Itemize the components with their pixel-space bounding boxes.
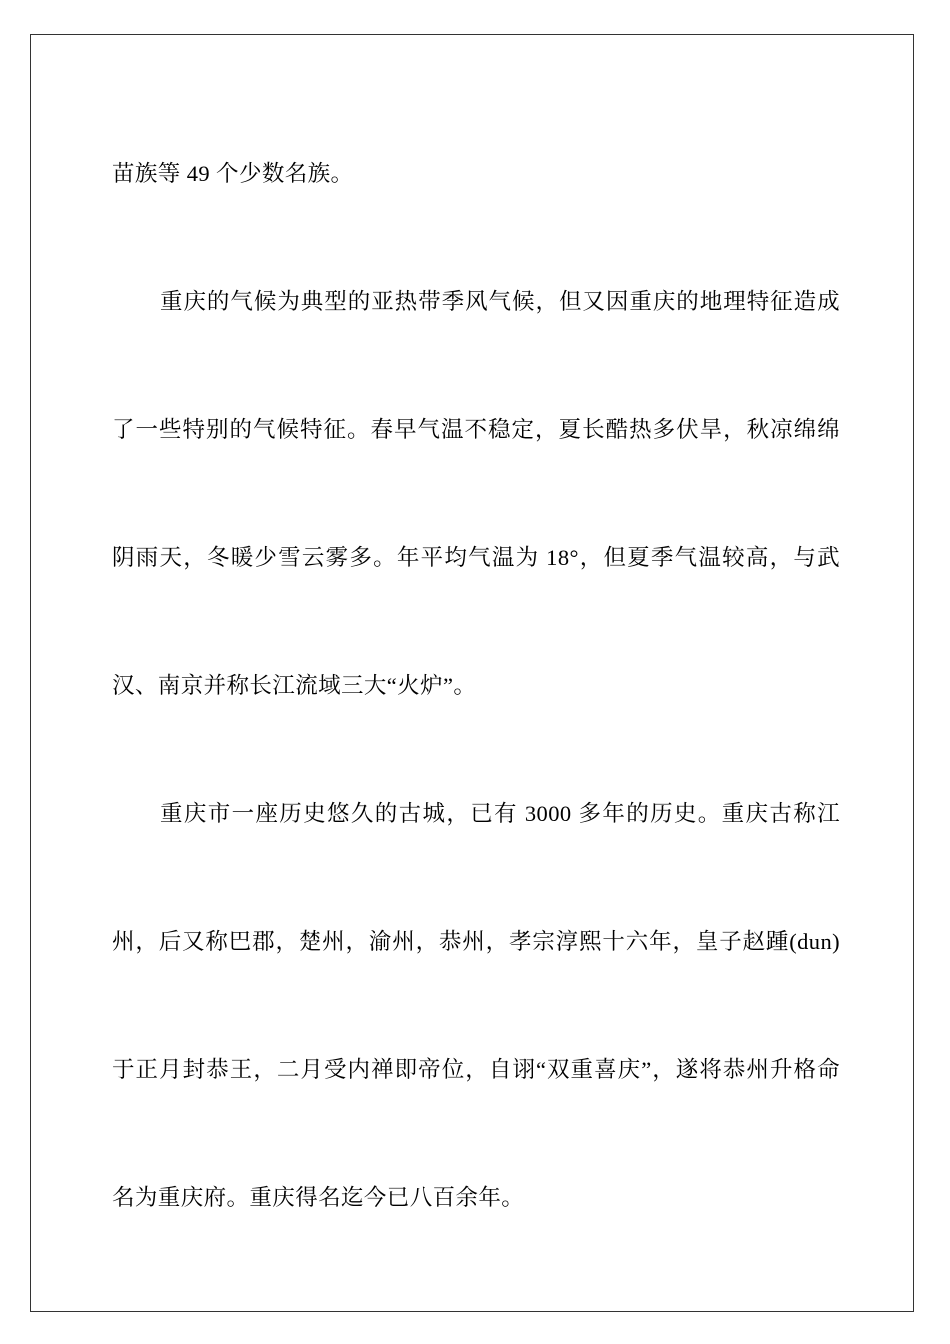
document-body <box>112 110 840 1262</box>
paragraph-3: 重庆市一座历史悠久的古城，已有 3000 多年的历史。重庆古称江州，后又称巴郡，楚州，渝州，恭州，孝宗淳熙十六年，皇子赵踵(dun)于正月封恭王，二月受内禅即帝位，自诩“双重喜庆”，遂将恭州升格命名为重庆府。重庆得名迄今已八百余年。 <box>112 801 840 1210</box>
paragraph-1: 苗族等 49 个少数名族。 <box>112 161 354 186</box>
paragraph-2: 重庆的气候为典型的亚热带季风气候，但又因重庆的地理特征造成了一些特别的气候特征。春早气温不稳定，夏长酷热多伏旱，秋凉绵绵阴雨天，冬暖少雪云雾多。年平均气温为 18°，但夏季气温较高，与武汉、南京并称长江流域三大“火炉”。 <box>112 289 840 698</box>
